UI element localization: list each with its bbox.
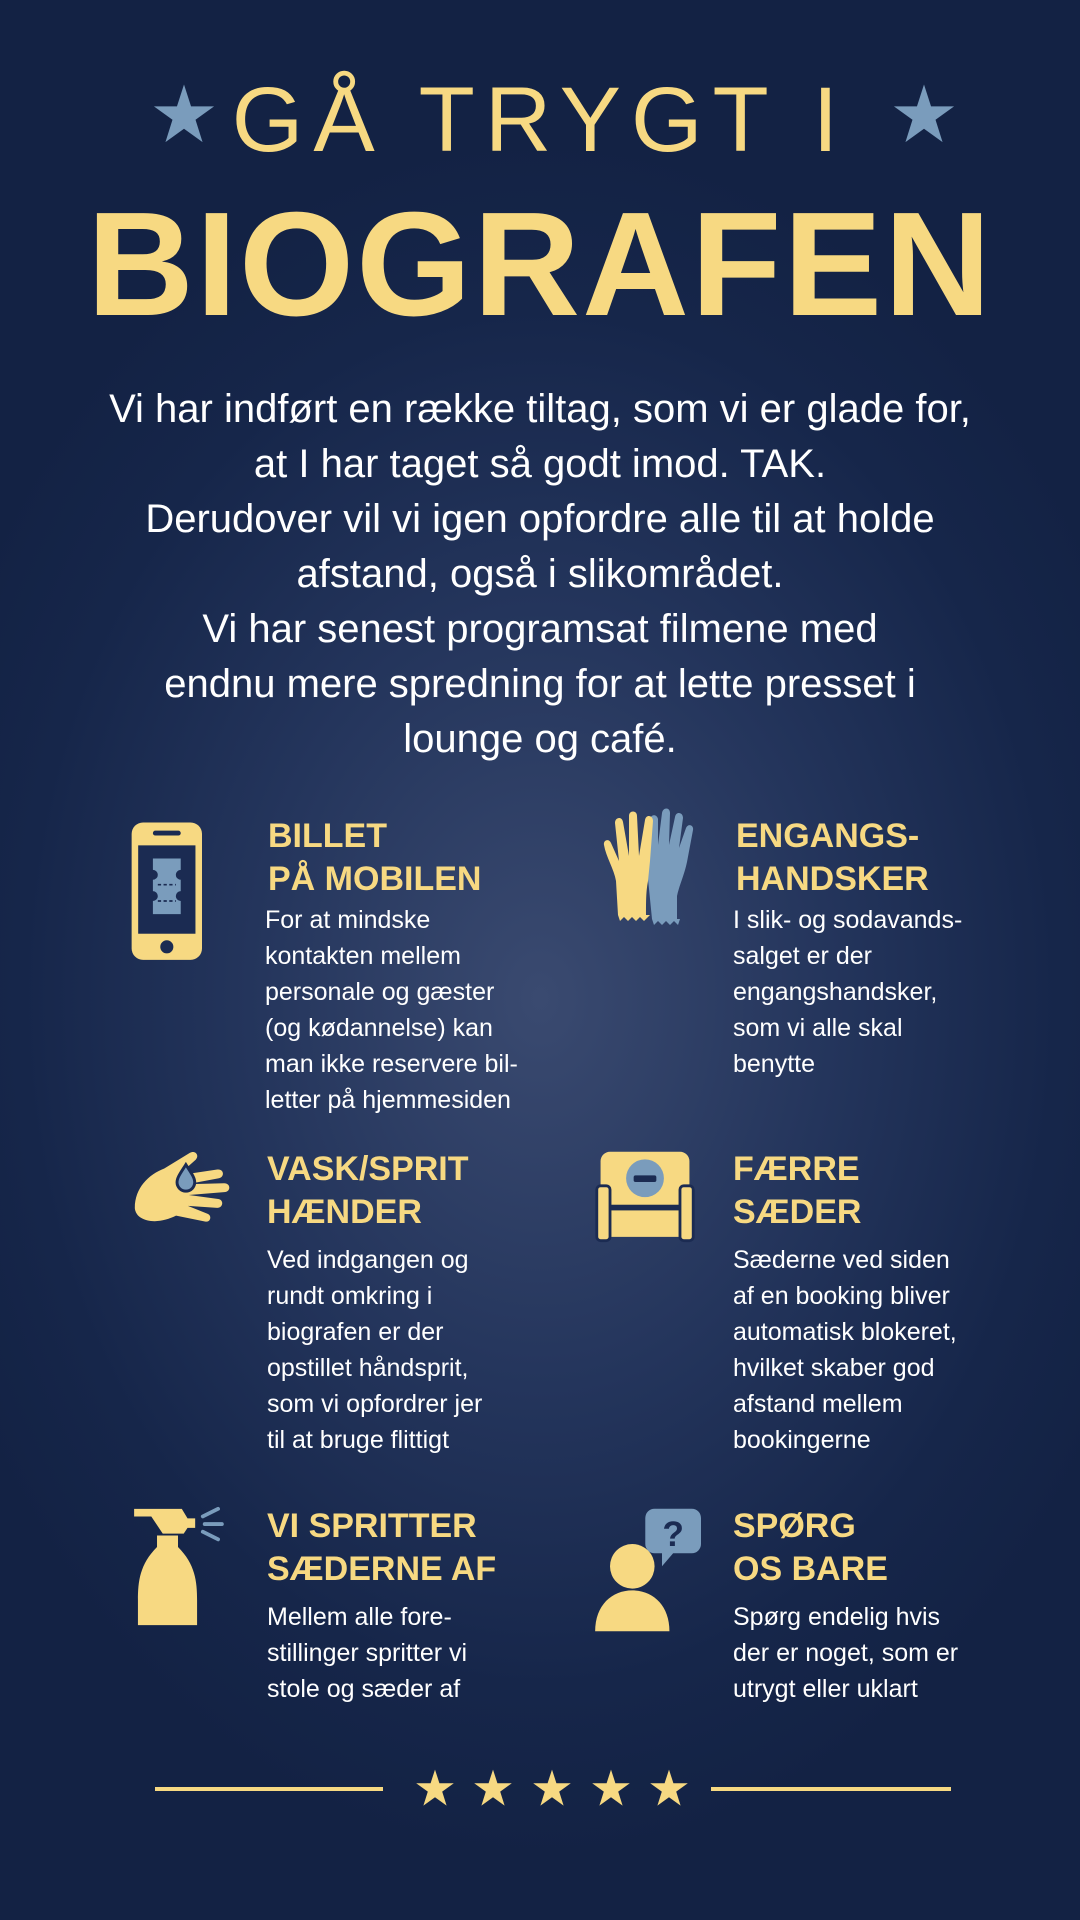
card-body — [733, 1599, 1053, 1707]
card-body — [733, 1242, 1053, 1458]
intro-line: Derudover vil vi igen opfordre alle til at holde — [145, 497, 935, 541]
body-line: der er noget, som er — [733, 1639, 959, 1667]
body-line: letter på hjemmesiden — [265, 1086, 511, 1114]
heading-line: VASK/SPRIT — [267, 1150, 469, 1188]
body-line: automatisk blokeret, — [733, 1318, 957, 1346]
intro-line: Vi har indført en række tiltag, som vi er glade for, — [109, 387, 971, 431]
card-heading — [267, 1148, 587, 1234]
body-line: stole og sæder af — [267, 1675, 461, 1703]
star-icon — [591, 1768, 631, 1808]
body-line: For at mindske — [265, 906, 431, 934]
body-line: personale og gæster — [265, 978, 495, 1006]
heading-line: SÆDER — [733, 1193, 862, 1231]
page-title: BIOGRAFEN — [87, 182, 993, 347]
intro-line: lounge og café. — [403, 717, 677, 761]
body-line: salget er der — [733, 942, 872, 970]
heading-line: PÅ MOBILEN — [268, 860, 482, 898]
body-line: opstillet håndsprit, — [267, 1354, 469, 1382]
card-body — [267, 1242, 587, 1458]
intro-line: afstand, også i slikområdet. — [296, 552, 784, 596]
intro-text — [60, 382, 1020, 767]
star-icon — [532, 1768, 572, 1808]
body-line: som vi opfordrer jer — [267, 1390, 483, 1418]
star-icon — [415, 1768, 455, 1808]
body-line: biografen er der — [267, 1318, 444, 1346]
heading-line: HANDSKER — [736, 860, 929, 898]
card-heading — [267, 1505, 587, 1591]
card-body — [265, 902, 585, 1118]
body-line: Sæderne ved siden — [733, 1246, 950, 1274]
card-body — [733, 902, 1053, 1082]
blocked-seat-icon — [593, 1148, 697, 1252]
body-line: I slik- og sodavands- — [733, 906, 963, 934]
footer-divider-right — [711, 1787, 951, 1791]
heading-line: SÆDERNE AF — [267, 1550, 497, 1588]
spray-bottle-icon — [130, 1505, 226, 1629]
card-body — [267, 1599, 587, 1707]
body-line: Spørg endelig hvis — [733, 1603, 941, 1631]
gloves-icon — [600, 807, 710, 927]
star-icon — [649, 1768, 689, 1808]
title-top: GÅ TRYGT I — [231, 69, 849, 171]
footer-divider-left — [155, 1787, 383, 1791]
intro-line: at I har taget så godt imod. TAK. — [253, 442, 827, 486]
svg-text:?: ? — [662, 1514, 684, 1554]
heading-line: SPØRG — [733, 1507, 856, 1545]
hand-sanitize-icon — [125, 1148, 233, 1248]
body-line: man ikke reservere bil- — [265, 1050, 518, 1078]
star-icon — [473, 1768, 513, 1808]
body-line: stillinger spritter vi — [267, 1639, 468, 1667]
card-heading — [733, 1148, 1053, 1234]
body-line: kontakten mellem — [265, 942, 461, 970]
body-line: Ved indgangen og — [267, 1246, 469, 1274]
intro-line: Vi har senest programsat filmene med — [202, 607, 878, 651]
person-question-icon — [593, 1505, 705, 1635]
intro-line: endnu mere spredning for at lette presset i — [164, 662, 916, 706]
phone-ticket-icon — [130, 807, 220, 977]
heading-line: ENGANGS- — [736, 817, 920, 855]
body-line: (og kødannelse) kan — [265, 1014, 493, 1042]
body-line: rundt omkring i — [267, 1282, 433, 1310]
heading-line: HÆNDER — [267, 1193, 422, 1231]
heading-line: BILLET — [268, 817, 387, 855]
card-heading — [268, 815, 588, 901]
body-line: utrygt eller uklart — [733, 1675, 918, 1703]
body-line: til at bruge flittigt — [267, 1426, 450, 1454]
card-heading — [733, 1505, 1053, 1591]
heading-line: FÆRRE — [733, 1150, 860, 1188]
heading-line: OS BARE — [733, 1550, 888, 1588]
body-line: Mellem alle fore- — [267, 1603, 452, 1631]
body-line: afstand mellem — [733, 1390, 903, 1418]
body-line: hvilket skaber god — [733, 1354, 935, 1382]
body-line: engangshandsker, — [733, 978, 938, 1006]
body-line: benytte — [733, 1050, 816, 1078]
title-row — [0, 70, 1080, 180]
body-line: som vi alle skal — [733, 1014, 903, 1042]
card-heading — [736, 815, 1056, 901]
heading-line: VI SPRITTER — [267, 1507, 477, 1545]
body-line: bookingerne — [733, 1426, 871, 1454]
body-line: af en booking bliver — [733, 1282, 950, 1310]
star-icon — [892, 82, 956, 146]
